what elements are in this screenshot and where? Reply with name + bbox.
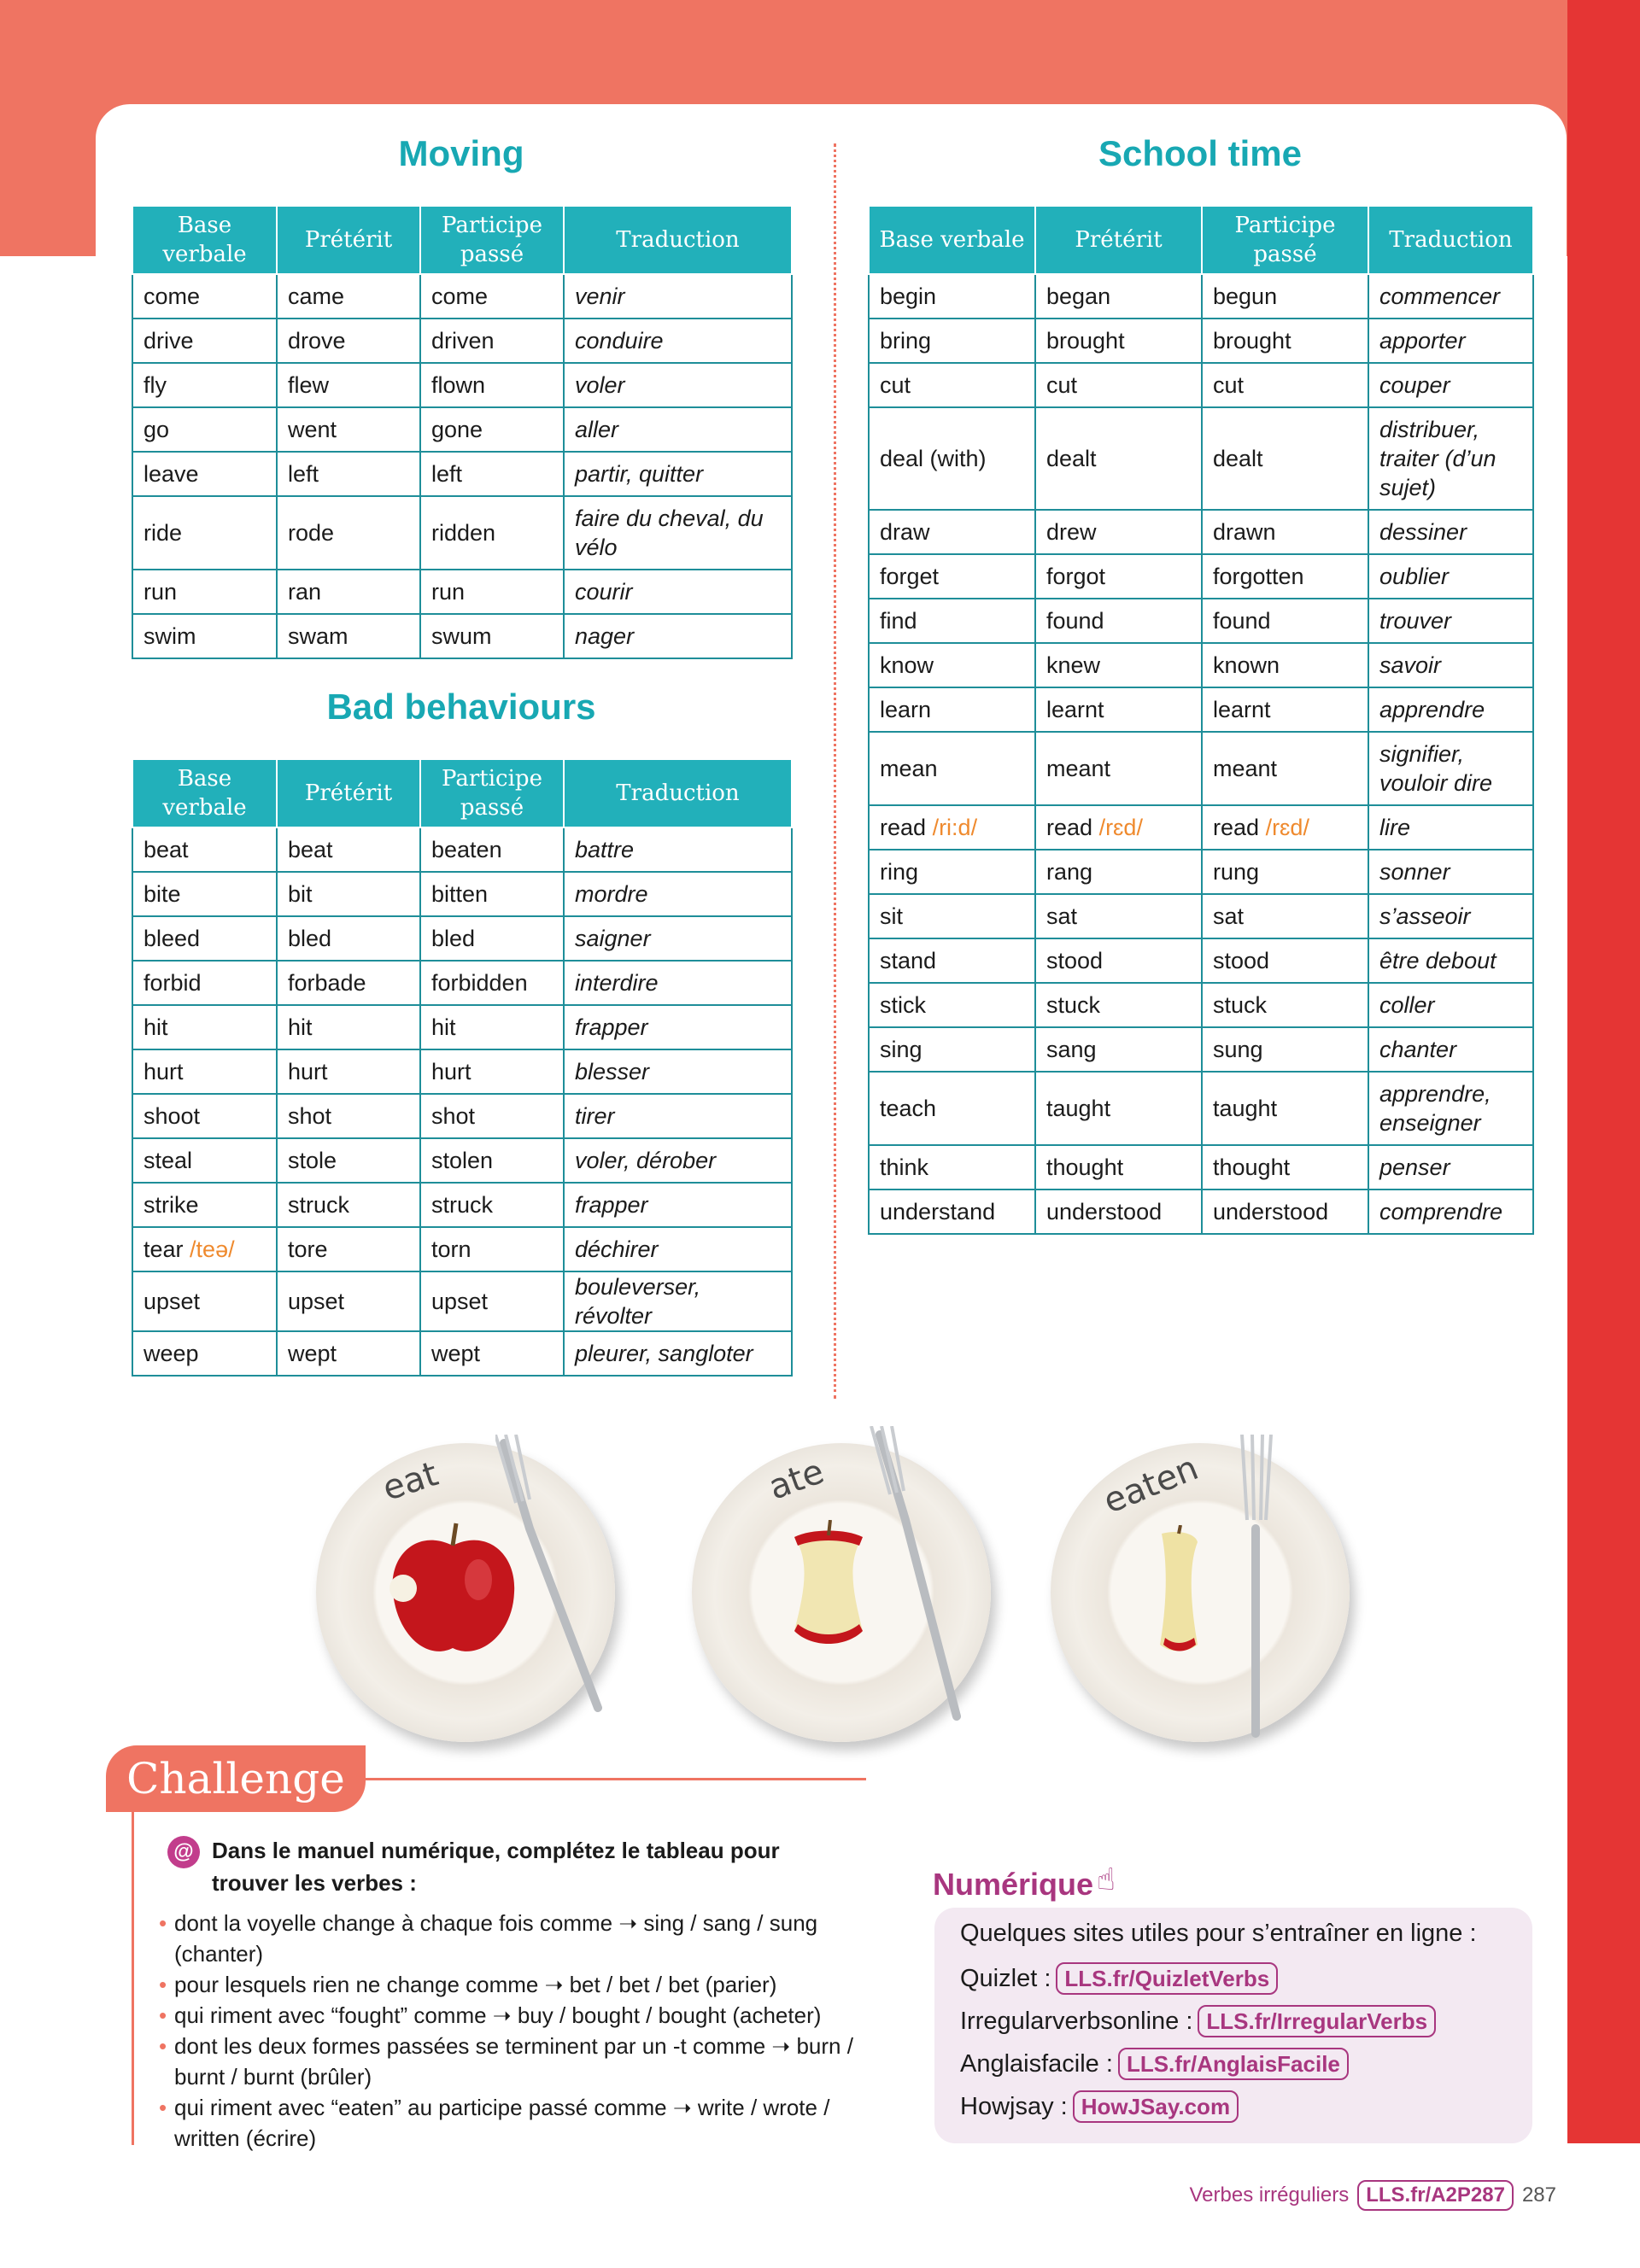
table-row — [869, 938, 1533, 983]
cell-base: swim — [132, 614, 277, 658]
cell-traduction: conduire — [564, 319, 792, 363]
table-row — [869, 599, 1533, 643]
cell-traduction: signifier, vouloir dire — [1368, 732, 1533, 805]
numerique-intro: Quelques sites utiles pour s’entraîner en ligne : — [960, 1920, 1477, 1947]
cell-traduction: déchirer — [564, 1227, 792, 1271]
cell-participe: bitten — [420, 872, 564, 916]
cell-participe: shot — [420, 1094, 564, 1138]
cell-preterit: rode — [277, 496, 420, 570]
cell-traduction: saigner — [564, 916, 792, 961]
plate-eaten — [1051, 1443, 1350, 1742]
cell-participe: upset — [420, 1271, 564, 1331]
col-header-participe: Participe passé — [420, 759, 564, 827]
challenge-badge: Challenge — [106, 1745, 366, 1812]
fork-icon — [863, 1426, 991, 1725]
cell-participe: found — [1202, 599, 1368, 643]
cell-preterit: thought — [1035, 1145, 1202, 1190]
site-row-irregularverbs — [960, 2005, 1436, 2037]
challenge-list — [159, 1908, 859, 2154]
cell-preterit: swam — [277, 614, 420, 658]
challenge-intro: Dans le manuel numérique, complétez le tableau pour trouver les verbes : — [212, 1838, 780, 1896]
col-header-preterit: Prétérit — [1035, 206, 1202, 274]
list-item: • pour lesquels rien ne change comme ➝ bet / bet / bet (parier) — [159, 1969, 859, 2000]
cell-participe: struck — [420, 1183, 564, 1227]
cell-participe: thought — [1202, 1145, 1368, 1190]
cell-traduction: être debout — [1368, 938, 1533, 983]
table-row — [869, 643, 1533, 687]
cell-base: bite — [132, 872, 277, 916]
page-number: 287 — [1521, 2183, 1556, 2207]
cell-participe: come — [420, 274, 564, 319]
cell-participe: bled — [420, 916, 564, 961]
cell-participe: brought — [1202, 319, 1368, 363]
cell-participe: sung — [1202, 1027, 1368, 1072]
numerique-title: Numérique — [933, 1867, 1094, 1902]
table-row — [132, 319, 792, 363]
cell-base: teach — [869, 1072, 1035, 1145]
cell-participe: cut — [1202, 363, 1368, 407]
cell-base: stick — [869, 983, 1035, 1027]
cell-preterit: learnt — [1035, 687, 1202, 732]
site-name: Irregularverbsonline : — [960, 2008, 1193, 2035]
cell-preterit: rang — [1035, 850, 1202, 894]
cell-traduction: courir — [564, 570, 792, 614]
cell-traduction: faire du cheval, du vélo — [564, 496, 792, 570]
cell-preterit: forbade — [277, 961, 420, 1005]
cell-base: shoot — [132, 1094, 277, 1138]
cell-traduction: chanter — [1368, 1027, 1533, 1072]
cell-traduction: nager — [564, 614, 792, 658]
col-header-preterit: Prétérit — [277, 759, 420, 827]
cell-base: forbid — [132, 961, 277, 1005]
word-eat: eat — [378, 1454, 443, 1509]
cell-base: draw — [869, 510, 1035, 554]
cell-traduction: partir, quitter — [564, 452, 792, 496]
cell-preterit: shot — [277, 1094, 420, 1138]
cell-participe: dealt — [1202, 407, 1368, 510]
plate-eat — [316, 1443, 615, 1742]
table-row — [132, 496, 792, 570]
cell-participe: sat — [1202, 894, 1368, 938]
cell-participe: begun — [1202, 274, 1368, 319]
col-header-traduction: Traduction — [564, 206, 792, 274]
fork-icon — [495, 1435, 624, 1716]
cell-preterit: hurt — [277, 1049, 420, 1094]
table-row — [869, 554, 1533, 599]
word-ate: ate — [764, 1452, 829, 1508]
cell-participe: torn — [420, 1227, 564, 1271]
cell-traduction: aller — [564, 407, 792, 452]
anglaisfacile-link[interactable]: LLS.fr/AnglaisFacile — [1118, 2048, 1349, 2080]
click-hand-icon: ☝ — [1097, 1862, 1116, 1897]
cell-base: think — [869, 1145, 1035, 1190]
cell-traduction: commencer — [1368, 274, 1533, 319]
cell-traduction: distribuer, traiter (d’un sujet) — [1368, 407, 1533, 510]
cell-traduction: mordre — [564, 872, 792, 916]
column-divider — [834, 143, 836, 1399]
cell-participe: meant — [1202, 732, 1368, 805]
cell-base: go — [132, 407, 277, 452]
list-item: • dont la voyelle change à chaque fois comme ➝ sing / sang / sung (chanter) — [159, 1908, 859, 1969]
cell-base: bleed — [132, 916, 277, 961]
cell-preterit: knew — [1035, 643, 1202, 687]
cell-preterit: understood — [1035, 1190, 1202, 1234]
cell-traduction: interdire — [564, 961, 792, 1005]
cell-base: strike — [132, 1183, 277, 1227]
table-row — [869, 1190, 1533, 1234]
cell-base: ring — [869, 850, 1035, 894]
cell-preterit: bled — [277, 916, 420, 961]
cell-traduction: apprendre, enseigner — [1368, 1072, 1533, 1145]
cell-base: understand — [869, 1190, 1035, 1234]
table-row — [132, 274, 792, 319]
moving-title: Moving — [398, 133, 524, 173]
cell-base: run — [132, 570, 277, 614]
pronunciation: /rɛd/ — [1098, 815, 1143, 840]
cell-participe: rung — [1202, 850, 1368, 894]
cell-base: upset — [132, 1271, 277, 1331]
cell-participe: drawn — [1202, 510, 1368, 554]
table-row — [132, 570, 792, 614]
bad-behaviours-title: Bad behaviours — [326, 687, 596, 727]
pronunciation: /teə/ — [190, 1236, 235, 1262]
cell-preterit: read /rɛd/ — [1035, 805, 1202, 850]
cell-preterit: went — [277, 407, 420, 452]
table-row — [132, 916, 792, 961]
cell-preterit: forgot — [1035, 554, 1202, 599]
bad-behaviours-table — [132, 758, 793, 1377]
cell-preterit: stuck — [1035, 983, 1202, 1027]
cell-participe: driven — [420, 319, 564, 363]
cell-traduction: frapper — [564, 1183, 792, 1227]
table-row — [869, 1072, 1533, 1145]
cell-base: forget — [869, 554, 1035, 599]
header-wedge — [0, 231, 102, 249]
cell-base: fly — [132, 363, 277, 407]
table-row — [869, 732, 1533, 805]
cell-traduction: sonner — [1368, 850, 1533, 894]
cell-participe: run — [420, 570, 564, 614]
cell-participe: gone — [420, 407, 564, 452]
table-row — [132, 452, 792, 496]
cell-preterit: sang — [1035, 1027, 1202, 1072]
cell-traduction: apporter — [1368, 319, 1533, 363]
footer-label: Verbes irréguliers — [1189, 2183, 1350, 2207]
cell-preterit: beat — [277, 827, 420, 872]
table-row — [869, 363, 1533, 407]
cell-preterit: tore — [277, 1227, 420, 1271]
cell-participe: ridden — [420, 496, 564, 570]
cell-base: stand — [869, 938, 1035, 983]
col-header-traduction: Traduction — [1368, 206, 1533, 274]
cell-participe: taught — [1202, 1072, 1368, 1145]
cell-preterit: left — [277, 452, 420, 496]
howjsay-link[interactable]: HowJSay.com — [1073, 2090, 1239, 2123]
cell-preterit: meant — [1035, 732, 1202, 805]
cell-traduction: penser — [1368, 1145, 1533, 1190]
cell-base: learn — [869, 687, 1035, 732]
table-row — [132, 363, 792, 407]
cell-preterit: dealt — [1035, 407, 1202, 510]
cell-preterit: hit — [277, 1005, 420, 1049]
cell-participe: forgotten — [1202, 554, 1368, 599]
table-row — [869, 510, 1533, 554]
cell-preterit: bit — [277, 872, 420, 916]
cell-traduction: apprendre — [1368, 687, 1533, 732]
cell-preterit: came — [277, 274, 420, 319]
cell-participe: hurt — [420, 1049, 564, 1094]
cell-base: deal (with) — [869, 407, 1035, 510]
cell-base: know — [869, 643, 1035, 687]
col-header-base: Base verbale — [869, 206, 1035, 274]
cell-participe: beaten — [420, 827, 564, 872]
quizlet-link[interactable]: LLS.fr/QuizletVerbs — [1056, 1962, 1278, 1995]
cell-base: cut — [869, 363, 1035, 407]
list-item: • qui riment avec “eaten” au participe passé comme ➝ write / wrote / written (écrire) — [159, 2092, 859, 2154]
cell-base: sing — [869, 1027, 1035, 1072]
cell-participe: flown — [420, 363, 564, 407]
cell-preterit: found — [1035, 599, 1202, 643]
cell-base: beat — [132, 827, 277, 872]
list-item: • qui riment avec “fought” comme ➝ buy / bought / bought (acheter) — [159, 2000, 859, 2031]
challenge-rule — [342, 1778, 866, 1780]
table-row — [869, 850, 1533, 894]
table-row — [869, 894, 1533, 938]
cell-preterit: sat — [1035, 894, 1202, 938]
table-row — [132, 1331, 792, 1376]
table-row — [132, 1227, 792, 1271]
cell-preterit: ran — [277, 570, 420, 614]
table-row — [132, 1094, 792, 1138]
cell-preterit: cut — [1035, 363, 1202, 407]
table-row — [869, 407, 1533, 510]
cell-traduction: voler, dérober — [564, 1138, 792, 1183]
table-row — [132, 1183, 792, 1227]
pronunciation: /ri:d/ — [932, 815, 978, 840]
moving-table — [132, 205, 793, 659]
cell-base: steal — [132, 1138, 277, 1183]
cell-base: read /ri:d/ — [869, 805, 1035, 850]
col-header-participe: Participe passé — [420, 206, 564, 274]
fork-icon — [1230, 1435, 1281, 1742]
cell-preterit: stood — [1035, 938, 1202, 983]
cell-traduction: bouleverser, révolter — [564, 1271, 792, 1331]
school-time-table — [868, 205, 1534, 1235]
cell-preterit: drove — [277, 319, 420, 363]
table-row — [132, 827, 792, 872]
cell-traduction: lire — [1368, 805, 1533, 850]
site-name: Howjsay : — [960, 2093, 1068, 2120]
word-eaten: eaten — [1098, 1448, 1204, 1522]
challenge-bar — [132, 1812, 134, 2145]
list-item: • dont les deux formes passées se terminent par un -t comme ➝ burn / burnt / burnt (brûler) — [159, 2031, 859, 2092]
cell-preterit: wept — [277, 1331, 420, 1376]
site-name: Anglaisfacile : — [960, 2050, 1113, 2078]
table-row — [132, 407, 792, 452]
cell-base: find — [869, 599, 1035, 643]
table-row — [869, 983, 1533, 1027]
footer-link[interactable]: LLS.fr/A2P287 — [1357, 2180, 1514, 2211]
cell-participe: forbidden — [420, 961, 564, 1005]
cell-preterit: taught — [1035, 1072, 1202, 1145]
cell-preterit: drew — [1035, 510, 1202, 554]
cell-base: sit — [869, 894, 1035, 938]
col-header-base: Base verbale — [132, 206, 277, 274]
cell-base: bring — [869, 319, 1035, 363]
table-row — [132, 872, 792, 916]
col-header-traduction: Traduction — [564, 759, 792, 827]
cell-participe: stood — [1202, 938, 1368, 983]
cell-traduction: couper — [1368, 363, 1533, 407]
cell-base: come — [132, 274, 277, 319]
table-row — [869, 1027, 1533, 1072]
cell-preterit: began — [1035, 274, 1202, 319]
irregularverbs-link[interactable]: LLS.fr/IrregularVerbs — [1198, 2005, 1436, 2037]
cell-participe: understood — [1202, 1190, 1368, 1234]
cell-traduction: battre — [564, 827, 792, 872]
col-header-preterit: Prétérit — [277, 206, 420, 274]
site-row-howjsay — [960, 2090, 1239, 2123]
school-time-title: School time — [1098, 133, 1303, 173]
cell-traduction: coller — [1368, 983, 1533, 1027]
cell-base: drive — [132, 319, 277, 363]
table-row — [869, 274, 1533, 319]
table-row — [132, 614, 792, 658]
apple-core-icon — [1145, 1525, 1213, 1662]
cell-base: ride — [132, 496, 277, 570]
cell-participe: stolen — [420, 1138, 564, 1183]
table-row — [869, 1145, 1533, 1190]
table-row — [132, 1138, 792, 1183]
table-row — [132, 1005, 792, 1049]
plate-ate — [692, 1443, 991, 1742]
cell-traduction: comprendre — [1368, 1190, 1533, 1234]
cell-traduction: venir — [564, 274, 792, 319]
cell-traduction: tirer — [564, 1094, 792, 1138]
cell-base: hit — [132, 1005, 277, 1049]
table-row — [132, 1049, 792, 1094]
table-row — [869, 805, 1533, 850]
page-footer — [1189, 2180, 1556, 2211]
col-header-base: Base verbale — [132, 759, 277, 827]
table-row — [869, 319, 1533, 363]
table-row — [132, 1271, 792, 1331]
cell-preterit: stole — [277, 1138, 420, 1183]
cell-traduction: blesser — [564, 1049, 792, 1094]
cell-base: begin — [869, 274, 1035, 319]
cell-participe: learnt — [1202, 687, 1368, 732]
site-name: Quizlet : — [960, 1965, 1051, 1992]
cell-traduction: s’asseoir — [1368, 894, 1533, 938]
cell-participe: stuck — [1202, 983, 1368, 1027]
cell-participe: read /rɛd/ — [1202, 805, 1368, 850]
eat-ate-eaten-illustration — [308, 1418, 1384, 1751]
cell-preterit: flew — [277, 363, 420, 407]
cell-participe: swum — [420, 614, 564, 658]
cell-base: tear /teə/ — [132, 1227, 277, 1271]
cell-traduction: savoir — [1368, 643, 1533, 687]
cell-participe: hit — [420, 1005, 564, 1049]
pronunciation: /rɛd/ — [1265, 815, 1309, 840]
col-header-participe: Participe passé — [1202, 206, 1368, 274]
cell-base: mean — [869, 732, 1035, 805]
cell-preterit: upset — [277, 1271, 420, 1331]
cell-preterit: struck — [277, 1183, 420, 1227]
table-row — [132, 961, 792, 1005]
at-icon: @ — [167, 1836, 200, 1868]
site-row-quizlet — [960, 1962, 1278, 1995]
cell-base: hurt — [132, 1049, 277, 1094]
cell-traduction: dessiner — [1368, 510, 1533, 554]
cell-base: leave — [132, 452, 277, 496]
cell-traduction: trouver — [1368, 599, 1533, 643]
cell-participe: known — [1202, 643, 1368, 687]
cell-traduction: frapper — [564, 1005, 792, 1049]
site-row-anglaisfacile — [960, 2048, 1349, 2080]
cell-participe: wept — [420, 1331, 564, 1376]
cell-participe: left — [420, 452, 564, 496]
cell-preterit: brought — [1035, 319, 1202, 363]
cell-traduction: oublier — [1368, 554, 1533, 599]
cell-traduction: pleurer, sangloter — [564, 1331, 792, 1376]
cell-traduction: voler — [564, 363, 792, 407]
cell-base: weep — [132, 1331, 277, 1376]
table-row — [869, 687, 1533, 732]
side-strip — [1567, 0, 1640, 2143]
